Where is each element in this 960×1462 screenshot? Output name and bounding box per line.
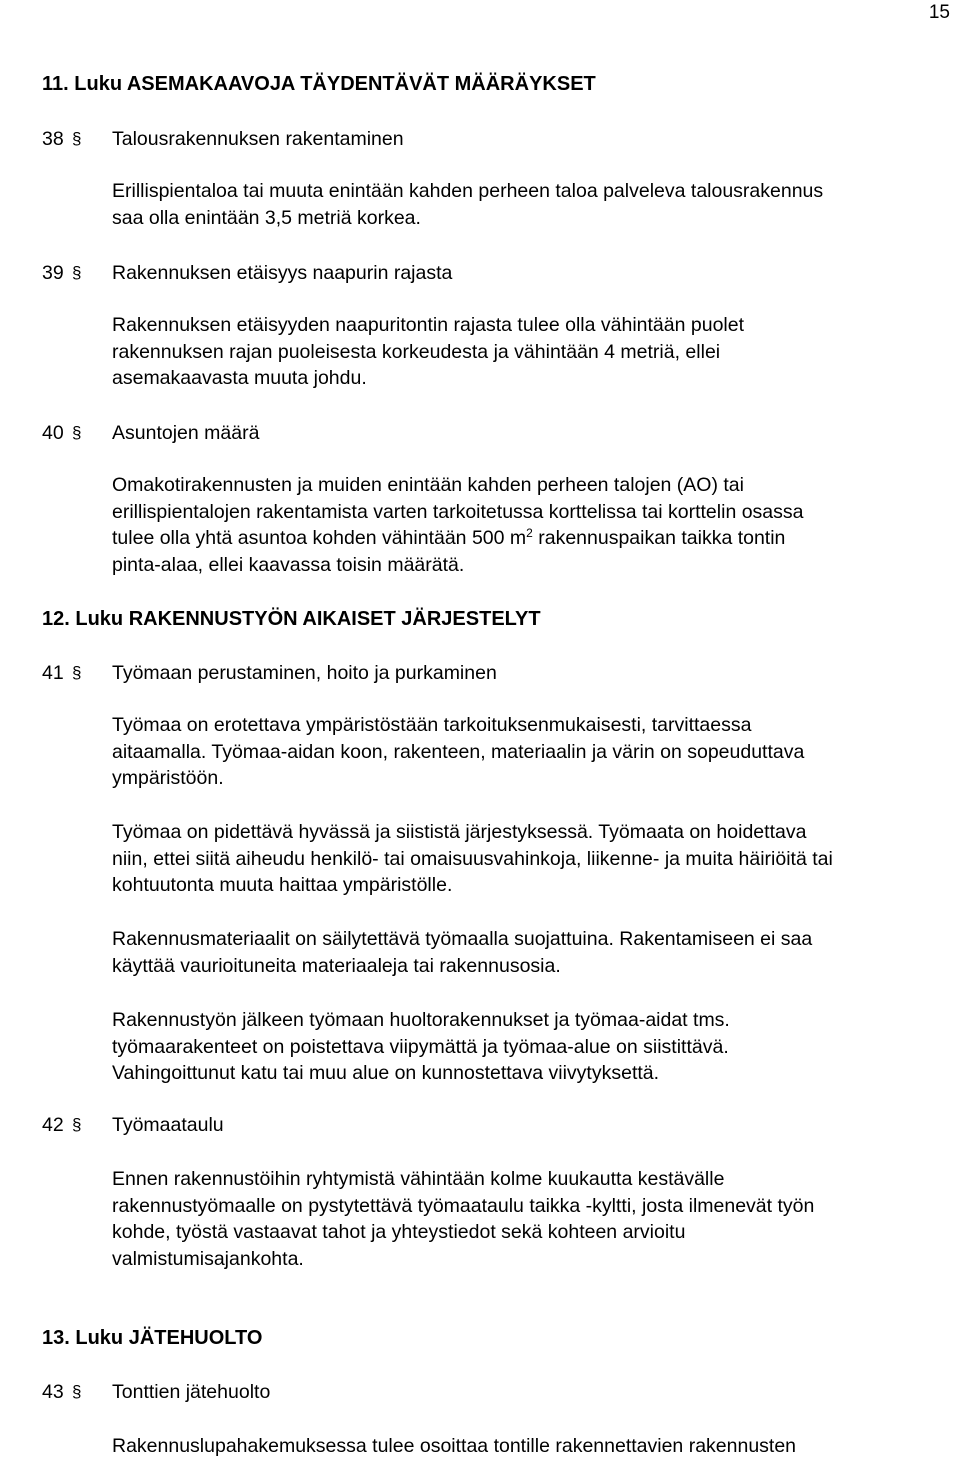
section-number-39: 39 xyxy=(42,262,64,284)
section-41-paragraph-3: Rakennusmateriaalit on säilytettävä työmaalla suojattuina. Rakentamiseen ei saa käyttää vaurioituneita materiaaleja tai rakennusosia. xyxy=(112,928,813,977)
section-41-paragraph-4: Rakennustyön jälkeen työmaan huoltorakennukset ja työmaa-aidat tms. työmaarakenteet on poistettava viipymättä ja työmaa-alue on siistittävä. Vahingoittunut katu tai muu alue on kunnostettava viivytyksettä. xyxy=(112,1009,730,1084)
section-sign-icon xyxy=(72,1383,84,1401)
section-41-paragraph-1: Työmaa on erotettava ympäristöstään tarkoituksenmukaisesti, tarvittaessa aitaamalla. Työmaa-aidan koon, rakenteen, materiaalin ja värin on sopeuduttava ympäristöön. xyxy=(112,714,805,789)
section-number-41: 41 xyxy=(42,662,64,684)
section-40-text-b: rakennuspaikan taikka tontin pinta-alaa, ellei kaavassa toisin määrätä. xyxy=(112,527,786,576)
section-40-paragraph xyxy=(112,472,960,578)
section-39-paragraph: Rakennuksen etäisyyden naapuritontin rajasta tulee olla vähintään puolet rakennuksen rajan puoleisesta korkeudesta ja vähintään 4 metriä, ellei asemakaavasta muuta johdu. xyxy=(112,314,745,389)
superscript-2: 2 xyxy=(526,526,533,540)
page-number: 15 xyxy=(928,2,950,23)
section-41-paragraph-2: Työmaa on pidettävä hyvässä ja siististä järjestyksessä. Työmaata on hoidettava niin, ettei siitä aiheudu henkilö- tai omaisuusvahinkoja, liikenne- ja muita häiriöitä tai kohtuutonta muuta haittaa ympäristölle. xyxy=(112,821,833,896)
section-number-38: 38 xyxy=(42,128,64,150)
section-number-43: 43 xyxy=(42,1381,64,1403)
section-title-41: Työmaan perustaminen, hoito ja purkaminen xyxy=(112,662,497,684)
section-42-paragraph: Ennen rakennustöihin ryhtymistä vähintään kolme kuukautta kestävälle rakennustyömaalle on pystytettävä työmaataulu taikka -kyltti, josta ilmenevät työn kohde, työstä vastaavat tahot ja yhteystiedot sekä kohteen arvioitu valmistumisajankohta. xyxy=(112,1168,815,1270)
section-title-38: Talousrakennuksen rakentaminen xyxy=(112,128,404,150)
section-sign-icon xyxy=(72,130,84,148)
section-title-39: Rakennuksen etäisyys naapurin rajasta xyxy=(112,262,453,284)
section-title-42: Työmaataulu xyxy=(112,1114,224,1136)
section-sign-icon xyxy=(72,264,84,282)
section-title-40: Asuntojen määrä xyxy=(112,422,260,444)
section-number-42: 42 xyxy=(42,1114,64,1136)
section-sign-icon xyxy=(72,1116,84,1134)
section-40-text-a: Omakotirakennusten ja muiden enintään kahden perheen talojen (AO) tai erillispientalojen rakentamista varten tarkoitetussa korttelissa tai korttelin osassa tulee olla yhtä asuntoa kohden vähintään 500 m xyxy=(112,474,804,549)
section-sign-icon xyxy=(72,424,84,442)
chapter-heading-11: 11. Luku ASEMAKAAVOJA TÄYDENTÄVÄT MÄÄRÄYKSET xyxy=(42,73,596,95)
section-38-paragraph: Erillispientaloa tai muuta enintään kahden perheen taloa palveleva talousrakennus saa olla enintään 3,5 metriä korkea. xyxy=(112,180,824,229)
section-title-43: Tonttien jätehuolto xyxy=(112,1381,271,1403)
chapter-heading-13: 13. Luku JÄTEHUOLTO xyxy=(42,1327,263,1349)
chapter-heading-12: 12. Luku RAKENNUSTYÖN AIKAISET JÄRJESTELYT xyxy=(42,608,541,630)
section-number-40: 40 xyxy=(42,422,64,444)
section-43-paragraph: Rakennuslupahakemuksessa tulee osoittaa tontille rakennettavien rakennusten xyxy=(112,1435,797,1457)
section-sign-icon xyxy=(72,664,84,682)
